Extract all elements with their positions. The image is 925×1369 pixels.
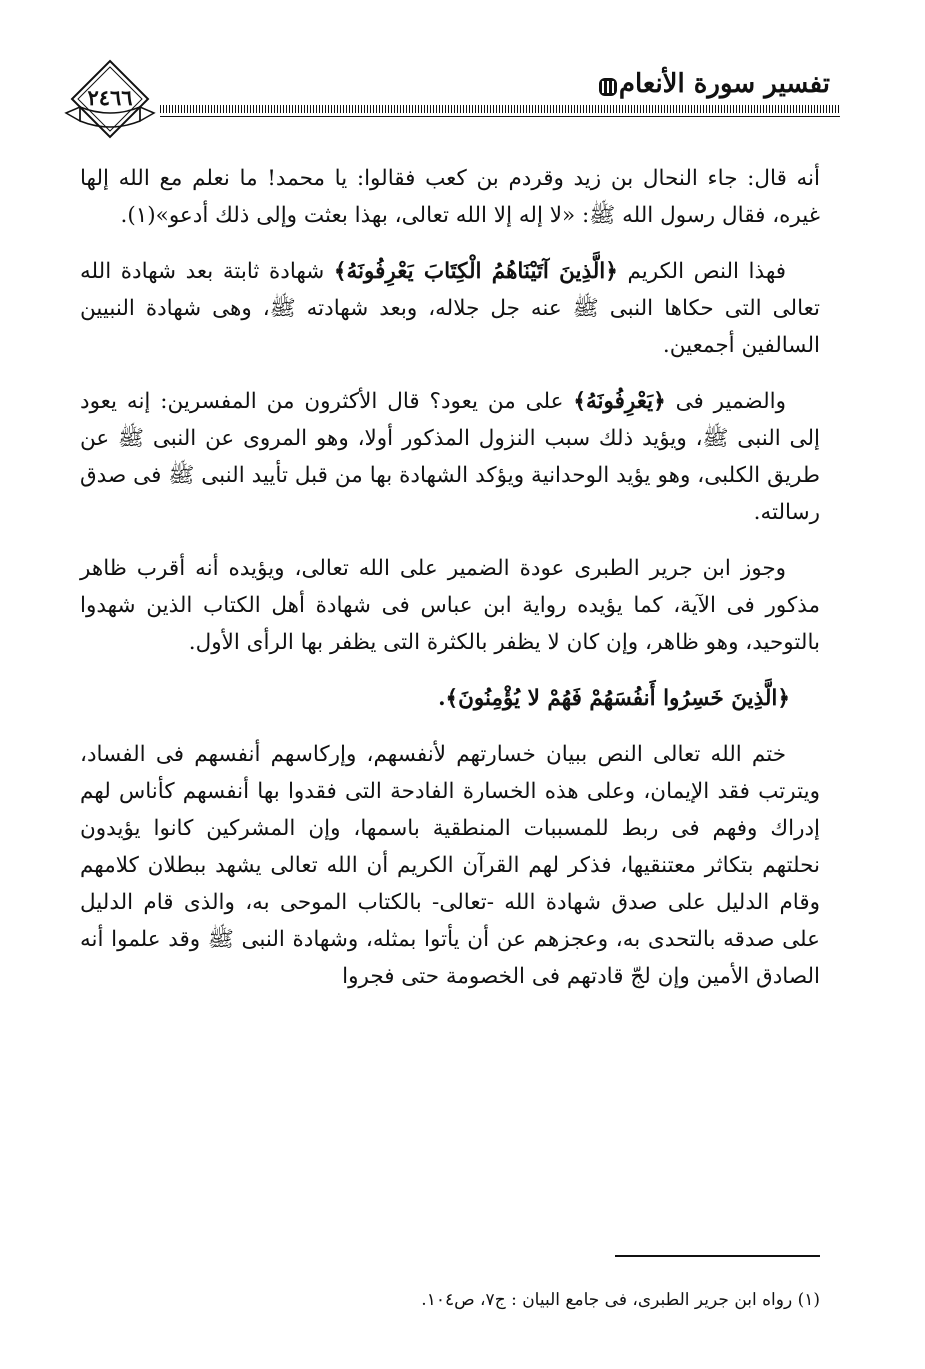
header-hatched-rule: [160, 105, 840, 113]
quran-quote: ﴿الَّذِينَ آتَيْنَاهُمُ الْكِتَابَ يَعْرِفُونَهُ﴾: [333, 259, 618, 284]
paragraph-3-rest: على من يعود؟ قال الأكثرون من المفسرين: إنه يعود إلى النبى ﷺ، ويؤيد ذلك سبب النزول المذكور أولا، وهو المروى عن النبى ﷺ عن طريق الكلبى، وهو يؤيد الوحدانية ويؤكد الشهادة بها من قبل تأييد النبى ﷺ فى صدق رسالته.: [80, 389, 820, 525]
paragraph-3: [80, 383, 820, 531]
page-title: تفسير سورة الأنعام: [618, 69, 830, 99]
paragraph-4: وجوز ابن جرير الطبرى عودة الضمير على الله تعالى، ويؤيده أنه أقرب ظاهر مذكور فى الآية، كما يؤيده رواية ابن عباس فى شهادة أهل الكتاب الذين شهدوا بالتوحيد، وهو ظاهر، وإن كان لا يظفر بالكثرة التى يظفر بها الرأى الأول.: [80, 556, 820, 655]
header-ornament-icon: [598, 76, 618, 98]
body-text: [80, 160, 820, 995]
footnote-separator: [615, 1255, 820, 1257]
paragraph-3-lead: والضمير فى: [675, 389, 786, 414]
page-header: [70, 55, 840, 145]
paragraph-2: [80, 253, 820, 364]
paragraph-5: ختم الله تعالى النص ببيان خسارتهم لأنفسهم، وإركاسهم أنفسهم فى الفساد، ويترتب فقد الإيمان، وعلى هذه الخسارة الفادحة التى فقدوا بها أنفسهم كأناس لهم إدراك وفهم فى ربط للمسببات المنطقية باسمها، وإن المشركين كانوا يؤيدون نحلتهم بتكاثر معتنقيها، فذكر لهم القرآن الكريم أن الله تعالى يشهد ببطلان كلامهم وقام الدليل على صدق شهادة الله -تعالى- بالكتاب الموحى به، والذى قام الدليل على صدقه بالتحدى به، وعجزهم عن أن يأتوا بمثله، وشهادة النبى ﷺ وقد علموا أنه الصادق الأمين وإن لجّ قادتهم فى الخصومة حتى فجروا: [80, 742, 820, 989]
page-number: ٢٤٦٦: [87, 85, 133, 110]
paragraph-2-lead: فهذا النص الكريم: [627, 259, 787, 284]
quran-quote: ﴿يَعْرِفُونَهُ﴾: [573, 389, 666, 414]
header-thin-rule: [160, 116, 840, 117]
ayah-verse: ﴿الَّذِينَ خَسِرُوا أَنفُسَهُمْ فَهُمْ لا يُؤْمِنُونَ﴾.: [438, 686, 790, 711]
paragraph-2-rest: شهادة ثابتة بعد شهادة الله تعالى التى حكاها النبى ﷺ عنه جل جلاله، وبعد شهادته ﷺ، وهى شهادة النبيين السالفين أجمعين.: [80, 259, 820, 358]
paragraph-1: أنه قال: جاء النحال بن زيد وقردم بن كعب فقالوا: يا محمد! ما نعلم مع الله إلها غيره، فقال رسول الله ﷺ: «لا إله إلا الله تعالى، بهذا بعثت وإلى ذلك أدعو»(١).: [80, 166, 820, 228]
footnote: (١) رواه ابن جرير الطبرى، فى جامع البيان : ج٧، ص١٠٤.: [421, 1290, 820, 1310]
